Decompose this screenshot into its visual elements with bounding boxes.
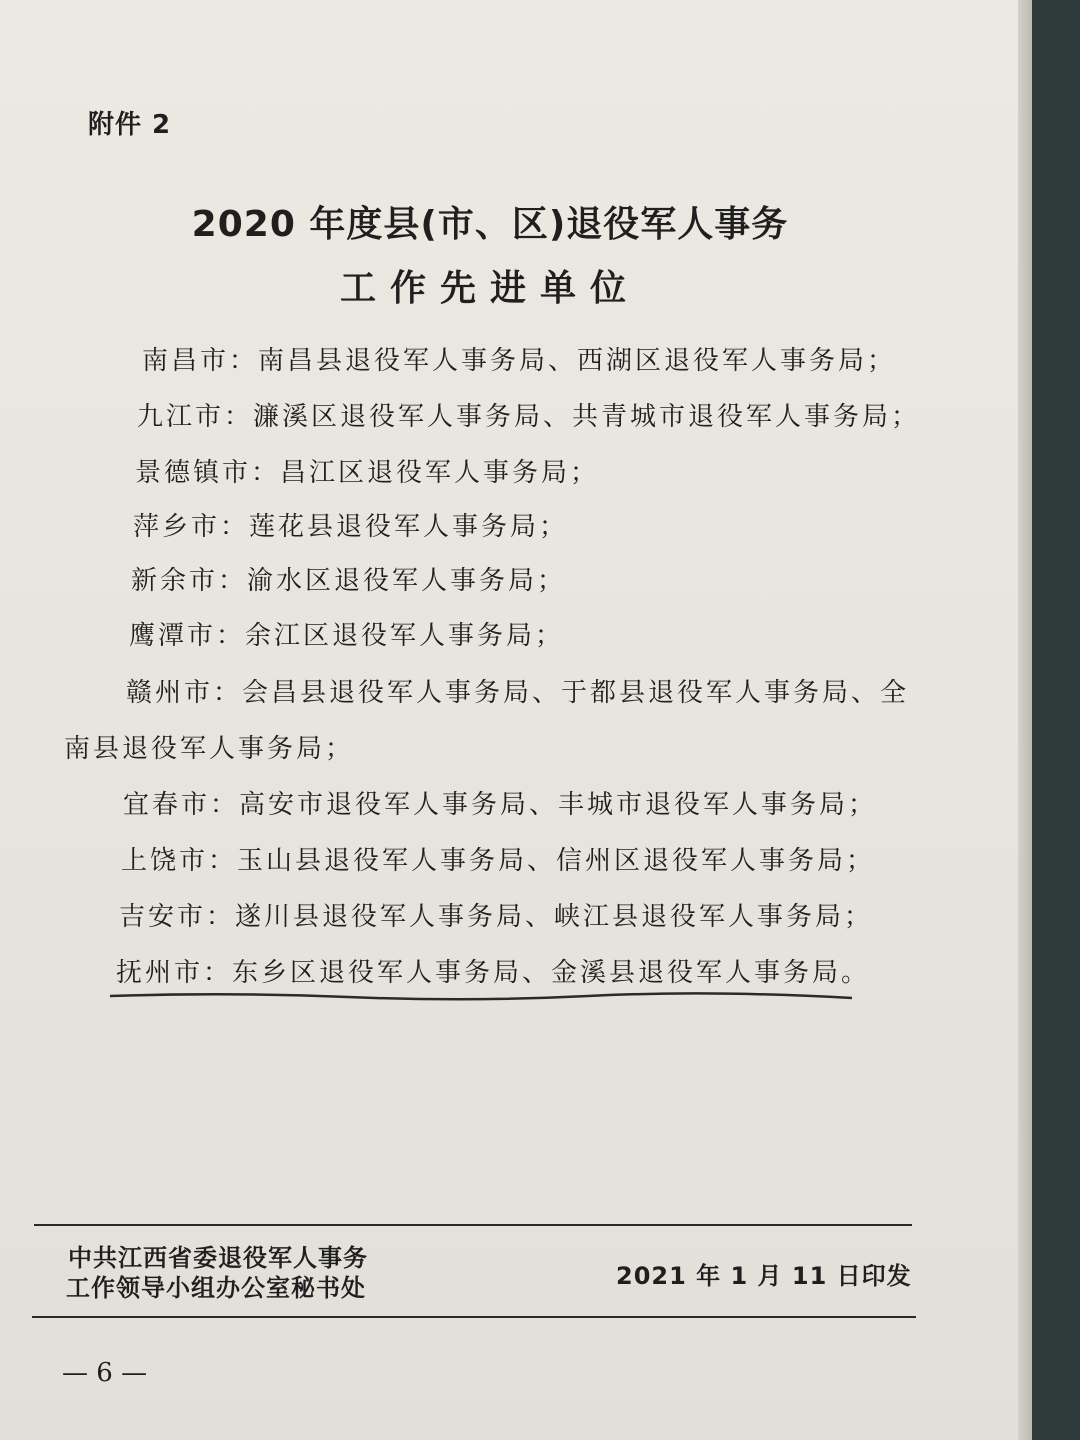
list-item: 鹰潭市：余江区退役军人事务局； (129, 621, 565, 651)
document-title-line1: 2020 年度县(市、区)退役军人事务 (191, 204, 789, 245)
page-number: — 6 — (62, 1358, 148, 1388)
list-item: 吉安市：遂川县退役军人事务局、峡江县退役军人事务局； (119, 902, 874, 932)
issuer-line1: 中共江西省委退役军人事务 (68, 1244, 368, 1272)
list-item: 赣州市：会昌县退役军人事务局、于都县退役军人事务局、全 (126, 678, 910, 708)
list-item: 九江市：濂溪区退役军人事务局、共青城市退役军人事务局； (137, 402, 921, 432)
footer-bottom-rule (32, 1316, 916, 1318)
list-item: 新余市：渝水区退役军人事务局； (131, 566, 567, 596)
underline-icon (108, 990, 854, 1004)
list-item: 南县退役军人事务局； (64, 734, 355, 764)
list-item: 抚州市：东乡区退役军人事务局、金溪县退役军人事务局。 (116, 958, 871, 988)
issuer-line2: 工作领导小组办公室秘书处 (66, 1274, 366, 1302)
list-item: 南昌市：南昌县退役军人事务局、西湖区退役军人事务局； (142, 346, 897, 376)
issue-date: 2021 年 1 月 11 日印发 (616, 1262, 912, 1290)
page-edge (1018, 0, 1032, 1440)
list-item: 景德镇市：昌江区退役军人事务局； (135, 458, 600, 488)
document-title-line2: 工作先进单位 (339, 268, 640, 309)
list-item: 宜春市：高安市退役军人事务局、丰城市退役军人事务局； (123, 790, 878, 820)
footer-top-rule (34, 1224, 912, 1226)
list-item: 上饶市：玉山县退役军人事务局、信州区退役军人事务局； (121, 846, 876, 876)
list-item: 萍乡市：莲花县退役军人事务局； (133, 512, 569, 542)
attachment-label: 附件 2 (88, 110, 172, 140)
